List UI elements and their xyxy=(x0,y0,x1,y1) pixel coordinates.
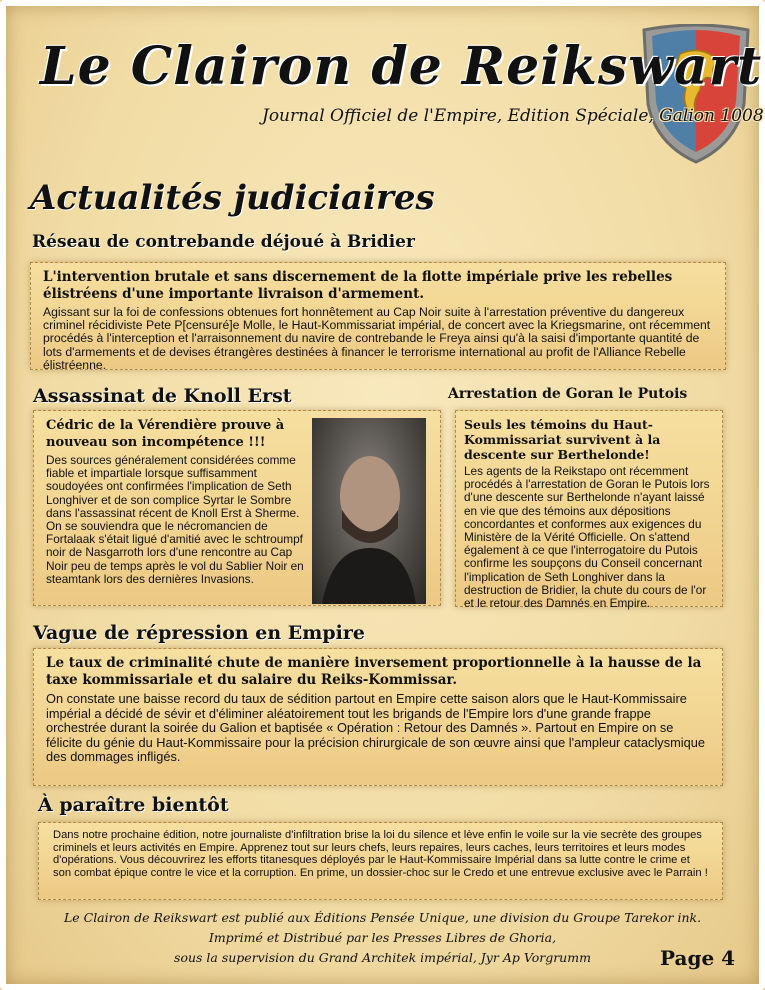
article-lead: Cédric de la Vérendière prouve à nouveau son incompétence !!! xyxy=(46,418,285,450)
article-body: On constate une baisse record du taux de sédition partout en Empire cette saison alors que le Haut-Kommissaire impérial a décidé de sévir et d'éliminer aléatoirement tout les brigands de l'Empire lors d'une grande frappe orchestrée durant la soirée du Galion et baptisée « Opération : Retour des Damnés ». Partout en Empire on se félicite du génie du Haut-Kommissaire pour la précision chirurgicale de son œuvre ainsi que l'ampleur cataclysmique des dommages infligés. xyxy=(46,691,705,765)
article-lead: Le taux de criminalité chute de manière inversement proportionnelle à la hausse de la taxe kommissariale et du salaire du Reiks-Kommissar. xyxy=(46,655,702,688)
article-headline: Arrestation de Goran le Putois xyxy=(448,386,688,402)
article-box xyxy=(38,822,723,900)
footer-printer: Imprimé et Distribué par les Presses Libres de Ghoria, xyxy=(208,930,557,945)
article-lead: L'intervention brutale et sans discernement de la flotte impériale prive les rebelles élistréens d'une importante livraison d'armement. xyxy=(43,269,673,302)
masthead-title: Le Clairon de Reikswart xyxy=(40,36,763,97)
article-body: Dans notre prochaine édition, notre journaliste d'infiltration brise la loi du silence et lève enfin le voile sur la vie secrète des groupes criminels et leurs activités en Empire. Apprenez tout sur leurs chefs, leurs repaires, leurs caches, leurs territoires et leurs modes d'opérations. Vous découvrirez les efforts titanesques déployés par le Haut-Kommissaire Impérial dans sa lutte contre le crime et son combat épique contre le vice et la corruption. En prime, un dossier-choc sur le Credo et une entrevue exclusive avec le Parrain ! xyxy=(53,829,708,879)
article-headline: Réseau de contrebande déjoué à Bridier xyxy=(32,232,415,252)
article-box xyxy=(455,410,723,611)
article-body: Des sources généralement considérées comme fiable et impartiale lorsque suffisamment soudoyées ont confirmées l'implication de Seth Longhiver et de son complice Syrtar le Sombre dans l'assassinat récent de Knoll Erst à Sherme. On se souviendra que le nécromancien de Fortalaak s'était ligué d'amitié avec le schtroumpf noir de Nasgarroth lors d'une rencontre au Cap Noir peu de temps après le vol du Sablier Noir en steamtank lors des dernières Invasions. xyxy=(46,453,304,586)
article-box xyxy=(30,262,726,370)
masthead-subtitle: Journal Officiel de l'Empire, Edition Spéciale, Galion 1008 xyxy=(262,106,764,126)
portrait-photo xyxy=(312,418,426,604)
article-lead: Seuls les témoins du Haut-Kommissariat survivent à la descente sur Berthelonde! xyxy=(464,417,661,462)
article-headline: Assassinat de Knoll Erst xyxy=(33,385,292,407)
section-title: Actualités judiciaires xyxy=(30,178,435,218)
page-number: Page 4 xyxy=(660,946,736,970)
footer-supervision: sous la supervision du Grand Architek impérial, Jyr Ap Vorgrumm xyxy=(174,950,591,965)
article-body: Les agents de la Reikstapo ont récemment procédés à l'arrestation de Goran le Putois lors d'une descente sur Berthelonde n'ayant laissé en vie que des témoins aux dépositions concordantes et conformes aux exigences du Ministère de la Vérité Officielle. On s'attend également à ce que l'interrogatoire du Putois confirme les soupçons du Conseil concernant l'implication de Seth Longhiver dans la destruction de Bridier, la chute du cours de l'or et le retour des Damnés en Empire. xyxy=(464,464,710,611)
article-headline: Vague de répression en Empire xyxy=(33,622,365,644)
article-headline: À paraître bientôt xyxy=(38,794,229,816)
portrait-figure-icon xyxy=(312,418,426,604)
article-body: Agissant sur la foi de confessions obtenues fort honnêtement au Cap Noir suite à l'arrestation préventive du dangereux criminel récidiviste Pete P[censuré]e Molle, le Haut-Kommissariat impérial, de concert avec la Kriegsmarine, ont récemment procédés à l'interception et l'arraisonnement du navire de contrebande le Freya ainsi qu'à la saisi d'importante quantité de lots d'armements et de devises étrangères destinées à financer le terrorisme international au profit de l'Alliance Rebelle élistréenne. xyxy=(43,305,711,372)
article-box xyxy=(33,648,723,786)
footer-publisher: Le Clairon de Reikswart est publié aux Éditions Pensée Unique, une division du Groupe Tarekor ink. xyxy=(63,910,702,925)
